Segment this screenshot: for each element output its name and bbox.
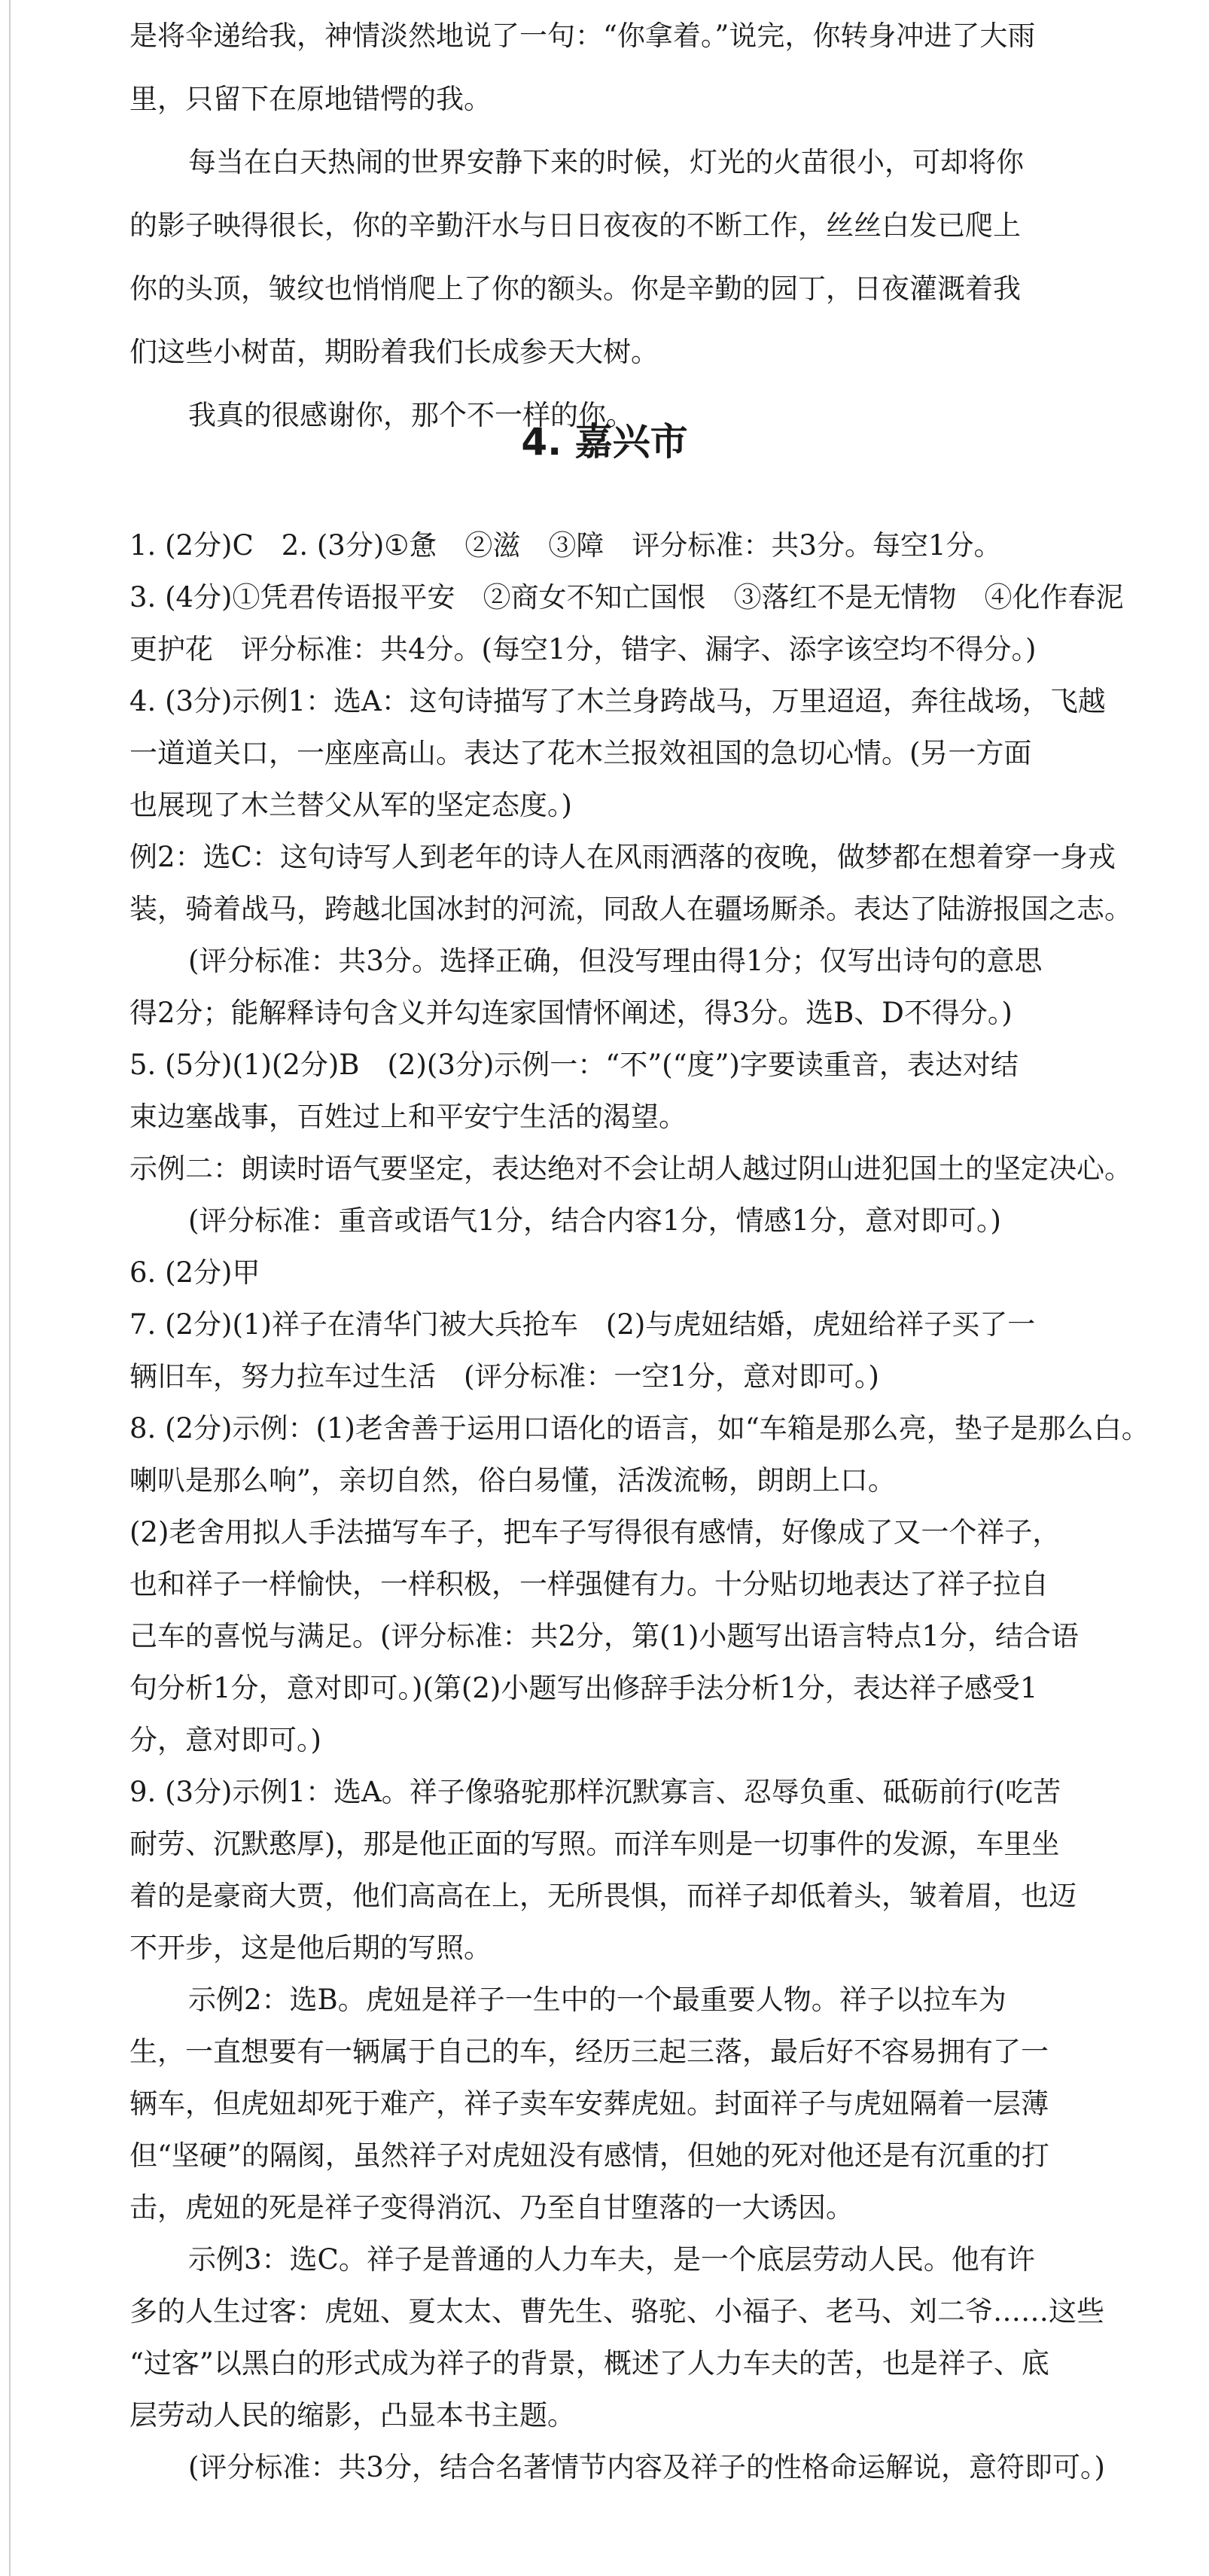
answer-line: 生，一直想要有一辆属于自己的车，经历三起三落，最后好不容易拥有了一	[129, 2036, 1049, 2068]
answer-line: 更护花 评分标准：共4分。(每空1分，错字、漏字、添字该空均不得分。)	[129, 633, 1037, 665]
text-line: 里，只留下在原地错愕的我。	[129, 83, 492, 115]
section-title: 4. 嘉兴市	[521, 420, 688, 464]
answer-line: 示例3：选C。祥子是普通的人力车夫，是一个底层劳动人民。他有许	[188, 2243, 1035, 2276]
answer-line: (2)老舍用拟人手法描写车子，把车子写得很有感情，好像成了又一个祥子，	[129, 1516, 1061, 1548]
answer-line: 7. (2分)(1)祥子在清华门被大兵抢车 (2)与虎妞结婚，虎妞给祥子买了一	[129, 1308, 1036, 1341]
answer-line: 多的人生过客：虎妞、夏太太、曹先生、骆驼、小福子、老马、刘二爷……这些	[129, 2295, 1104, 2328]
answer-line: 1. (2分)C 2. (3分)①惫 ②滋 ③障 评分标准：共3分。每空1分。	[129, 529, 1002, 562]
answer-line: 句分析1分，意对即可。)(第(2)小题写出修辞手法分析1分，表达祥子感受1	[129, 1672, 1038, 1704]
answer-line: 着的是豪商大贾，他们高高在上，无所畏惧，而祥子却低着头，皱着眉，也迈	[129, 1880, 1077, 1912]
text-line: 我真的很感谢你，那个不一样的你。	[188, 399, 634, 431]
answer-line: 得2分；能解释诗句含义并勾连家国情怀阐述，得3分。选B、D不得分。)	[129, 997, 1013, 1029]
answer-line: 束边塞战事，百姓过上和平安宁生活的渴望。	[129, 1101, 687, 1133]
answer-line: 5. (5分)(1)(2分)B (2)(3分)示例一：“不”(“度”)字要读重音，表达对结	[129, 1049, 1019, 1081]
answer-line: 4. (3分)示例1：选A：这句诗描写了木兰身跨战马，万里迢迢，奔往战场，飞越	[129, 685, 1106, 717]
answer-line: 6. (2分)甲	[129, 1256, 260, 1289]
answer-line: 示例二：朗读时语气要坚定，表达绝对不会让胡人越过阴山进犯国土的坚定决心。	[129, 1153, 1132, 1185]
answer-line: (评分标准：共3分。选择正确，但没写理由得1分；仅写出诗句的意思	[188, 945, 1043, 977]
answer-line: 9. (3分)示例1：选A。祥子像骆驼那样沉默寡言、忍辱负重、砥砺前行(吃苦	[129, 1776, 1061, 1808]
text-line: 们这些小树苗，期盼着我们长成参天大树。	[129, 336, 659, 368]
answer-line: “过客”以黑白的形式成为祥子的背景，概述了人力车夫的苦，也是祥子、底	[129, 2347, 1049, 2380]
answer-line: 但“坚硬”的隔阂，虽然祥子对虎妞没有感情，但她的死对他还是有沉重的打	[129, 2139, 1049, 2172]
answer-line: 8. (2分)示例：(1)老舍善于运用口语化的语言，如“车箱是那么亮，垫子是那么白。	[129, 1412, 1150, 1445]
answer-line: 不开步，这是他后期的写照。	[129, 1932, 492, 1964]
answer-line: 层劳动人民的缩影，凸显本书主题。	[129, 2399, 575, 2431]
text-line: 的影子映得很长，你的辛勤汗水与日日夜夜的不断工作，丝丝白发已爬上	[129, 209, 1021, 242]
answer-line: 喇叭是那么响”，亲切自然，俗白易懂，活泼流畅，朗朗上口。	[129, 1464, 896, 1497]
left-margin-rule	[9, 0, 11, 2576]
answer-line: 击，虎妞的死是祥子变得消沉、乃至自甘堕落的一大诱因。	[129, 2191, 854, 2224]
answer-line: 耐劳、沉默憨厚)，那是他正面的写照。而洋车则是一切事件的发源，车里坐	[129, 1828, 1060, 1860]
answer-line: 一道道关口，一座座高山。表达了花木兰报效祖国的急切心情。(另一方面	[129, 737, 1032, 769]
answer-line: (评分标准：重音或语气1分，结合内容1分，情感1分，意对即可。)	[188, 1204, 1001, 1237]
answer-line: 分，意对即可。)	[129, 1724, 321, 1756]
answer-line: 例2：选C：这句诗写人到老年的诗人在风雨洒落的夜晚，做梦都在想着穿一身戎	[129, 841, 1116, 873]
answer-line: 辆车，但虎妞却死于难产，祥子卖车安葬虎妞。封面祥子与虎妞隔着一层薄	[129, 2087, 1049, 2120]
answer-line: (评分标准：共3分，结合名著情节内容及祥子的性格命运解说，意符即可。)	[188, 2451, 1105, 2483]
text-line: 你的头顶，皱纹也悄悄爬上了你的额头。你是辛勤的园丁，日夜灌溉着我	[129, 273, 1021, 305]
text-line: 每当在白天热闹的世界安静下来的时候，灯光的火苗很小，可却将你	[188, 146, 1024, 178]
answer-line: 己车的喜悦与满足。(评分标准：共2分，第(1)小题写出语言特点1分，结合语	[129, 1620, 1079, 1652]
answer-line: 辆旧车，努力拉车过生活 (评分标准：一空1分，意对即可。)	[129, 1360, 879, 1393]
answer-line: 示例2：选B。虎妞是祥子一生中的一个最重要人物。祥子以拉车为	[188, 1984, 1006, 2016]
answer-line: 装，骑着战马，跨越北国冰封的河流，同敌人在疆场厮杀。表达了陆游报国之志。	[129, 893, 1132, 925]
answer-line: 3. (4分)①凭君传语报平安 ②商女不知亡国恨 ③落红不是无情物 ④化作春泥	[129, 581, 1124, 614]
text-line: 是将伞递给我，神情淡然地说了一句：“你拿着。”说完，你转身冲进了大雨	[129, 20, 1036, 52]
answer-line: 也展现了木兰替父从军的坚定态度。)	[129, 789, 572, 821]
answer-line: 也和祥子一样愉快，一样积极，一样强健有力。十分贴切地表达了祥子拉自	[129, 1568, 1049, 1600]
